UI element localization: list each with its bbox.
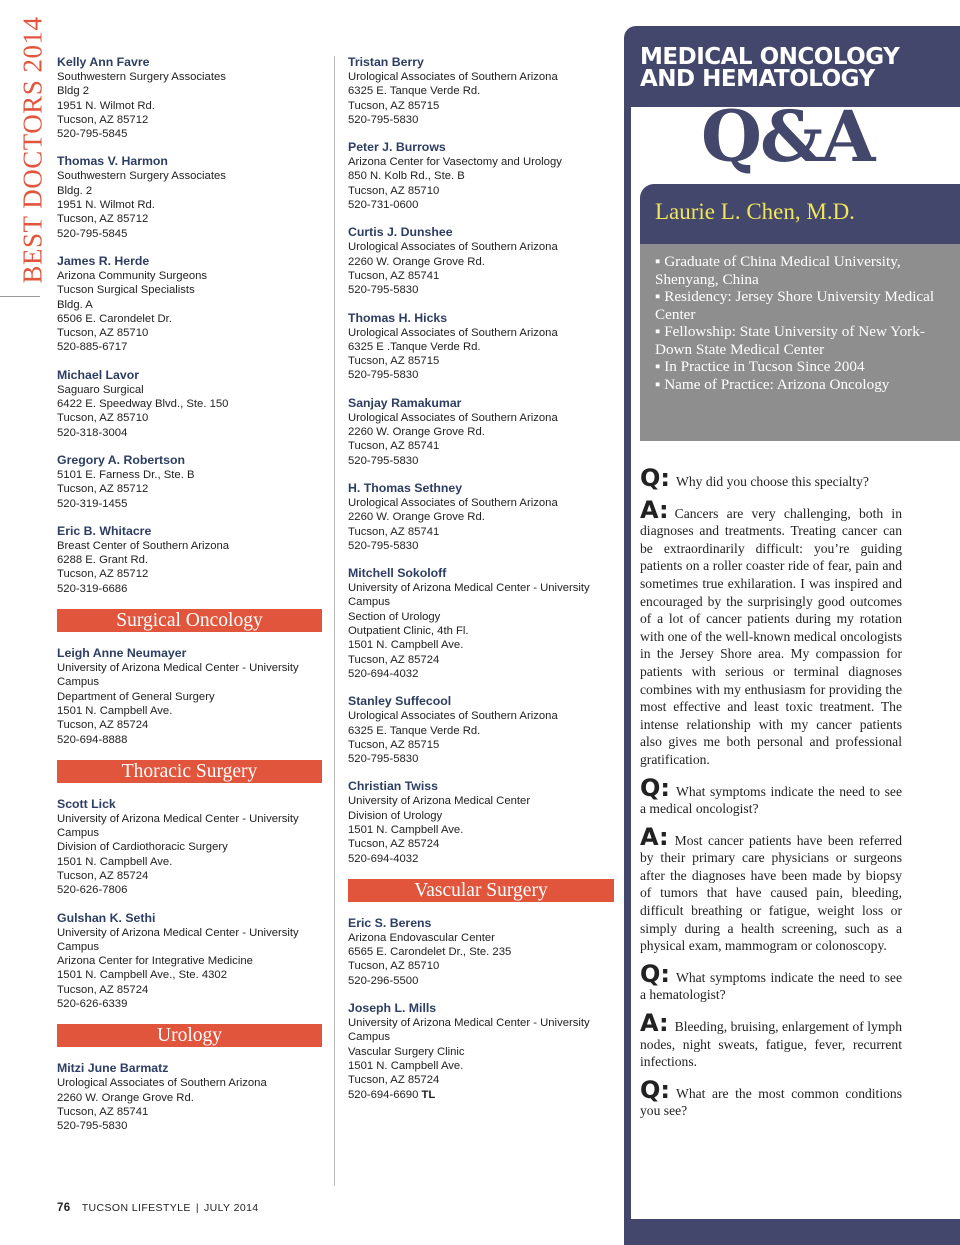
- doctor-name: James R. Herde: [57, 253, 150, 268]
- last-entry-phone: [348, 1088, 614, 1102]
- credential-item: ▪ Graduate of China Medical University, Shenyang, China: [655, 253, 947, 288]
- address-line: 6325 E. Tanque Verde Rd.: [348, 85, 481, 98]
- address-line: Campus: [57, 827, 100, 840]
- address-line: Urological Associates of Southern Arizona: [348, 326, 558, 339]
- doctor-entry: [57, 453, 322, 511]
- doctor-name: Thomas V. Harmon: [57, 154, 168, 169]
- address-line: Tucson, AZ 85712: [57, 213, 149, 226]
- section-heading-thoracic-surgery: Thoracic Surgery: [57, 760, 322, 783]
- address-line: Tucson, AZ 85710: [57, 327, 149, 340]
- doctor-name: Christian Twiss: [348, 779, 438, 794]
- doctor-name: Mitchell Sokoloff: [348, 566, 447, 581]
- address-line: 520-795-5830: [57, 1120, 128, 1133]
- qa-body: Bleeding, bruising, enlargement of lymph nodes, night sweats, fatigue, fever, recurrent infections.: [640, 1019, 902, 1070]
- address-line: 520-626-6339: [57, 998, 128, 1011]
- address-line: Division of Cardiothoracic Surgery: [57, 841, 228, 854]
- address-line: Saguaro Surgical: [57, 383, 144, 396]
- address-line: Tucson, AZ 85724: [57, 983, 149, 996]
- address-line: Tucson, AZ 85715: [348, 738, 440, 751]
- doctor-name: Thomas H. Hicks: [348, 310, 448, 325]
- doctor-name: Leigh Anne Neumayer: [57, 646, 187, 661]
- address-line: Tucson, AZ 85724: [348, 838, 440, 851]
- question: [640, 1075, 902, 1120]
- doctor-name: Stanley Suffecool: [348, 694, 452, 709]
- address-line: Tucson, AZ 85715: [348, 99, 440, 112]
- address-line: 520-694-8888: [57, 733, 128, 746]
- doctor-entry: [57, 368, 322, 440]
- qa-mark: A:: [640, 1009, 669, 1038]
- address-line: Arizona Community Surgeons: [57, 269, 208, 282]
- address-line: 6422 E. Speedway Blvd., Ste. 150: [57, 398, 229, 411]
- address-line: Tucson, AZ 85741: [348, 525, 440, 538]
- doctor-entry: [348, 55, 614, 127]
- credential-item: ▪ Fellowship: State University of New York-Down State Medical Center: [655, 323, 947, 358]
- address-line: Tucson, AZ 85710: [57, 412, 149, 425]
- qa-mark: Q:: [640, 959, 670, 988]
- qa-text: [640, 464, 903, 1131]
- doctor-name: Joseph L. Mills: [348, 1001, 437, 1016]
- doctor-name: Kelly Ann Favre: [57, 55, 150, 69]
- address-line: Tucson, AZ 85724: [57, 869, 149, 882]
- qa-mark: A:: [640, 495, 669, 524]
- address-line: University of Arizona Medical Center - University: [348, 1017, 590, 1030]
- address-line: Urological Associates of Southern Arizona: [348, 496, 558, 509]
- qa-body: What are the most common conditions you see?: [640, 1085, 902, 1119]
- qa-body: What symptoms indicate the need to see a hematologist?: [640, 969, 902, 1003]
- side-divider: [0, 296, 40, 297]
- address-line: 1501 N. Campbell Ave., Ste. 4302: [57, 969, 227, 982]
- doctor-entry: [348, 1001, 614, 1087]
- qa-mark: Q:: [640, 464, 670, 492]
- address-line: Urological Associates of Southern Arizona: [348, 241, 558, 254]
- address-line: 2260 W. Orange Grove Rd.: [348, 511, 485, 524]
- end-mark: TL: [421, 1088, 436, 1101]
- address-line: University of Arizona Medical Center - University: [348, 582, 590, 595]
- address-line: 520-885-6717: [57, 341, 128, 354]
- address-line: Campus: [57, 676, 100, 689]
- address-line: 520-319-6686: [57, 582, 128, 595]
- doctor-entry: [348, 566, 614, 681]
- address-line: Outpatient Clinic, 4th Fl.: [348, 625, 469, 638]
- doctor-entry: [348, 694, 614, 766]
- qa-body: Cancers are very challenging, both in diagnoses and treatments. Treating cancer can be extraordinarily difficult: you’re guiding patients on a roller coaster ride of fear, pain and sometimes true exhilaration. I was inspired and encouraged by the surprisingly good outcomes of a lot of cancer patients during my rotation with one of the well-known medical oncologists in the Jersey Shore area. My compassion for patients with serious or terminal diagnoses combines with my enthusiasm for providing the most effective and least toxic treatment. The intense relationship with my cancer patients also gives me both personal and professional gratification.: [640, 505, 903, 767]
- address-line: 520-296-5500: [348, 974, 419, 987]
- doctor-list-column-1: [57, 55, 322, 1147]
- doctor-entry: [348, 311, 614, 383]
- address-line: 1951 N. Wilmot Rd.: [57, 199, 155, 212]
- qa-mark: A:: [640, 822, 669, 851]
- address-line: Urological Associates of Southern Arizona: [348, 71, 558, 83]
- doctor-name: Sanjay Ramakumar: [348, 395, 462, 410]
- page-footer: [57, 1202, 259, 1214]
- address-line: Tucson, AZ 85712: [57, 483, 149, 496]
- address-line: Campus: [57, 940, 100, 953]
- address-line: University of Arizona Medical Center - University: [57, 926, 299, 939]
- address-line: 520-319-1455: [57, 497, 128, 510]
- address-line: Tucson, AZ 85741: [348, 269, 440, 282]
- address-line: Campus: [348, 1031, 391, 1044]
- qa-mark: Q:: [640, 773, 670, 802]
- qa-mark: Q:: [640, 1075, 670, 1104]
- address-line: 5101 E. Farness Dr., Ste. B: [57, 468, 195, 481]
- doctor-name: Mitzi June Barmatz: [57, 1061, 169, 1076]
- doctor-name: Peter J. Burrows: [348, 140, 446, 155]
- doctor-name: Eric B. Whitacre: [57, 523, 152, 538]
- entries-urology: [57, 1061, 322, 1133]
- address-line: Arizona Center for Integrative Medicine: [57, 955, 253, 968]
- address-line: 520-795-5830: [348, 113, 419, 126]
- address-line: Bldg. 2: [57, 184, 93, 197]
- doctor-name: Scott Lick: [57, 796, 116, 811]
- doctor-list-column-2: [348, 55, 614, 1115]
- section-heading-vascular-surgery: Vascular Surgery: [348, 879, 614, 902]
- doctor-name: H. Thomas Sethney: [348, 480, 463, 495]
- address-line: Tucson, AZ 85710: [348, 184, 440, 197]
- address-line: Tucson, AZ 85712: [57, 568, 149, 581]
- address-line: Division of Urology: [348, 809, 443, 822]
- doctor-entry: [57, 1061, 322, 1133]
- address-line: 520-694-4032: [348, 852, 419, 865]
- credentials-list: [655, 253, 947, 393]
- address-line: 2260 W. Orange Grove Rd.: [57, 1091, 194, 1104]
- address-line: Section of Urology: [348, 610, 441, 623]
- address-line: Tucson, AZ 85724: [348, 653, 440, 666]
- address-line: Campus: [348, 596, 391, 609]
- address-line: Tucson Surgical Specialists: [57, 284, 195, 297]
- address-line: 6288 E. Grant Rd.: [57, 554, 149, 567]
- address-line: Tucson, AZ 85724: [348, 1074, 440, 1087]
- address-line: 850 N. Kolb Rd., Ste. B: [348, 170, 465, 183]
- doctor-entry: [57, 55, 322, 141]
- doctor-name: Eric S. Berens: [348, 915, 432, 930]
- address-line: University of Arizona Medical Center - University: [57, 812, 299, 825]
- address-line: Arizona Center for Vasectomy and Urology: [348, 156, 562, 169]
- doctor-name: Gulshan K. Sethi: [57, 910, 156, 925]
- address-line: 1501 N. Campbell Ave.: [348, 639, 464, 652]
- doctor-entry: [348, 396, 614, 468]
- doctor-entry: [57, 911, 322, 1012]
- section-heading-surgical-oncology: Surgical Oncology: [57, 609, 322, 632]
- address-line: 520-318-3004: [57, 426, 128, 439]
- address-line: 520-795-5830: [348, 539, 419, 552]
- entries-thoracic-surgery: [57, 797, 322, 1012]
- address-line: 6506 E. Carondelet Dr.: [57, 312, 172, 325]
- footer-separator: |: [195, 1202, 199, 1214]
- address-line: University of Arizona Medical Center - University: [57, 662, 299, 675]
- qa-heading: Q&A: [701, 95, 874, 178]
- address-line: Arizona Endovascular Center: [348, 931, 495, 944]
- address-line: Southwestern Surgery Associates: [57, 170, 226, 183]
- entries-general-surgery: [57, 55, 322, 596]
- address-line: 520-795-5830: [348, 753, 419, 766]
- address-line: 1501 N. Campbell Ave.: [348, 823, 464, 836]
- address-line: 520-731-0600: [348, 199, 419, 212]
- doctor-entry: [57, 524, 322, 596]
- page-number: 76: [57, 1202, 71, 1214]
- address-line: 6325 E. Tanque Verde Rd.: [348, 724, 481, 737]
- address-line: Tucson, AZ 85710: [348, 960, 440, 973]
- credential-item: ▪ In Practice in Tucson Since 2004: [655, 358, 947, 376]
- address-line: 520-694-4032: [348, 667, 419, 680]
- doctor-name: Gregory A. Robertson: [57, 452, 185, 467]
- address-line: 2260 W. Orange Grove Rd.: [348, 255, 485, 268]
- qa-body: Most cancer patients have been referred by their primary care physicians or surgeons after the diagnoses have been made by biopsy of tumors that have caused pain, bleeding, difficult breathing or fatigue, weight loss or simply during a health screening, such as a physical exam, mammogram or colonoscopy.: [640, 832, 902, 954]
- address-line: Tucson, AZ 85741: [348, 440, 440, 453]
- address-line: Urological Associates of Southern Arizona: [348, 411, 558, 424]
- address-line: Tucson, AZ 85712: [57, 113, 149, 126]
- doctor-name: Michael Lavor: [57, 367, 140, 382]
- address-line: Department of General Surgery: [57, 690, 215, 703]
- address-line: Bldg. A: [57, 298, 93, 311]
- magazine-name: TUCSON LIFESTYLE: [81, 1202, 191, 1214]
- question: [640, 773, 902, 818]
- address-line: 1501 N. Campbell Ave.: [57, 855, 173, 868]
- address-line: Southwestern Surgery Associates: [57, 71, 226, 83]
- address-line: 1951 N. Wilmot Rd.: [57, 99, 155, 112]
- address-line: Tucson, AZ 85741: [57, 1105, 149, 1118]
- entries-vascular-surgery: [348, 916, 614, 1088]
- address-line: 520-795-5830: [348, 369, 419, 382]
- doctor-entry: [348, 916, 614, 988]
- doctor-entry: [57, 797, 322, 898]
- title-line-2: AND HEMATOLOGY: [640, 66, 875, 92]
- address-line: 2260 W. Orange Grove Rd.: [348, 426, 485, 439]
- sidebar-title: [640, 46, 950, 90]
- credential-item: ▪ Residency: Jersey Shore University Medical Center: [655, 288, 947, 323]
- address-line: 520-795-5845: [57, 128, 128, 141]
- qa-body: Why did you choose this specialty?: [676, 474, 869, 489]
- best-doctors-side-label: BEST DOCTORS 2014: [17, 16, 48, 284]
- address-line: 520-795-5845: [57, 227, 128, 240]
- doctor-name: Laurie L. Chen, M.D.: [655, 199, 855, 224]
- column-divider: [334, 56, 335, 1186]
- entries-surgical-oncology: [57, 646, 322, 747]
- address-line: 520-795-5830: [348, 454, 419, 467]
- qa-body: What symptoms indicate the need to see a medical oncologist?: [640, 783, 902, 817]
- phone-number: 520-694-6690: [348, 1088, 419, 1101]
- doctor-entry: [348, 140, 614, 212]
- answer: [640, 495, 903, 769]
- answer: [640, 1009, 902, 1071]
- title-line-1: MEDICAL ONCOLOGY: [640, 44, 900, 70]
- doctor-entry: [348, 481, 614, 553]
- section-heading-urology: Urology: [57, 1024, 322, 1047]
- address-line: Vascular Surgery Clinic: [348, 1045, 465, 1058]
- question: [640, 464, 902, 492]
- credential-item: ▪ Name of Practice: Arizona Oncology: [655, 376, 947, 394]
- doctor-name: Tristan Berry: [348, 55, 424, 69]
- website-url: TucsonLifestyle.com: [741, 1203, 859, 1214]
- issue-date: JULY 2014: [203, 1202, 259, 1214]
- entries-urology-cont: [348, 55, 614, 866]
- address-line: 1501 N. Campbell Ave.: [57, 704, 173, 717]
- answer: [640, 822, 902, 955]
- question: [640, 959, 902, 1004]
- address-line: 6325 E .Tanque Verde Rd.: [348, 340, 481, 353]
- doctor-name: Curtis J. Dunshee: [348, 225, 453, 240]
- address-line: Bldg 2: [57, 85, 90, 98]
- address-line: Tucson, AZ 85715: [348, 355, 440, 368]
- doctor-entry: [57, 254, 322, 355]
- address-line: 6565 E. Carondelet Dr., Ste. 235: [348, 946, 512, 959]
- doctor-entry: [57, 646, 322, 747]
- address-line: 1501 N. Campbell Ave.: [348, 1059, 464, 1072]
- doctor-entry: [348, 225, 614, 297]
- address-line: University of Arizona Medical Center: [348, 795, 531, 808]
- address-line: Breast Center of Southern Arizona: [57, 539, 230, 552]
- doctor-entry: [348, 779, 614, 865]
- address-line: 520-626-7806: [57, 884, 128, 897]
- address-line: 520-795-5830: [348, 284, 419, 297]
- address-line: Urological Associates of Southern Arizona: [57, 1077, 267, 1090]
- address-line: Urological Associates of Southern Arizona: [348, 710, 558, 723]
- doctor-entry: [57, 154, 322, 240]
- address-line: Tucson, AZ 85724: [57, 719, 149, 732]
